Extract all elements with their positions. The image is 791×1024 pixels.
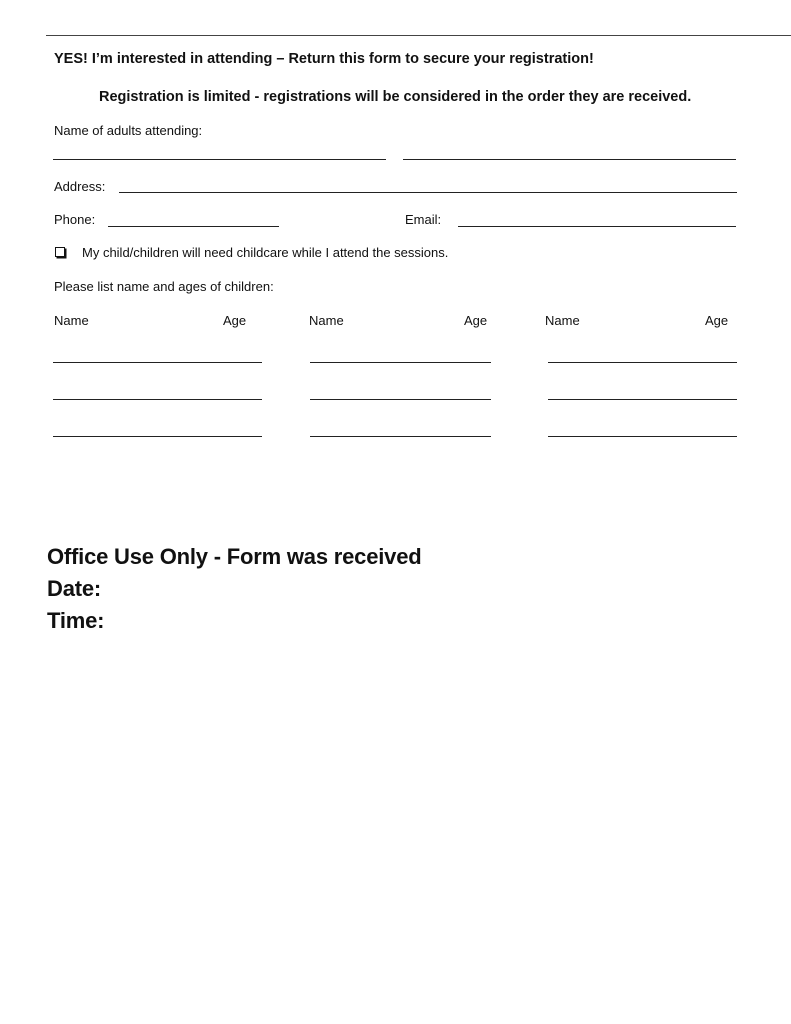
adults-label: Name of adults attending: xyxy=(54,123,203,138)
column-3-name-header: Name xyxy=(545,313,580,328)
header-line-2: Registration is limited - registrations will be considered in the order they are received. xyxy=(99,89,692,105)
phone-field[interactable] xyxy=(108,226,279,227)
column-2-name-header: Name xyxy=(309,313,344,328)
address-field[interactable] xyxy=(119,192,737,193)
office-time-label: Time: xyxy=(47,608,105,633)
column-2-age-header: Age xyxy=(464,313,488,328)
child-field-r2-c3[interactable] xyxy=(548,399,737,400)
top-divider xyxy=(46,35,791,36)
column-1-name-header: Name xyxy=(54,313,89,328)
email-field[interactable] xyxy=(458,226,736,227)
office-date-label: Date: xyxy=(47,576,102,601)
address-label: Address: xyxy=(54,179,106,194)
child-field-r1-c1[interactable] xyxy=(53,362,262,363)
child-field-r3-c3[interactable] xyxy=(548,436,737,437)
office-use-title: Office Use Only - Form was received xyxy=(47,544,422,569)
child-field-r2-c1[interactable] xyxy=(53,399,262,400)
header-line-1: YES! I’m interested in attending – Return this form to secure your registration! xyxy=(54,51,594,67)
email-label: Email: xyxy=(405,212,442,227)
column-3-age-header: Age xyxy=(705,313,729,328)
child-field-r2-c2[interactable] xyxy=(310,399,491,400)
child-field-r3-c1[interactable] xyxy=(53,436,262,437)
adult-name-field-1[interactable] xyxy=(53,159,386,160)
child-field-r3-c2[interactable] xyxy=(310,436,491,437)
children-label: Please list name and ages of children: xyxy=(54,279,274,294)
child-field-r1-c3[interactable] xyxy=(548,362,737,363)
childcare-checkbox[interactable] xyxy=(55,247,65,257)
adult-name-field-2[interactable] xyxy=(403,159,736,160)
column-1-age-header: Age xyxy=(223,313,247,328)
child-field-r1-c2[interactable] xyxy=(310,362,491,363)
phone-label: Phone: xyxy=(54,212,96,227)
childcare-label: My child/children will need childcare while I attend the sessions. xyxy=(82,245,449,260)
